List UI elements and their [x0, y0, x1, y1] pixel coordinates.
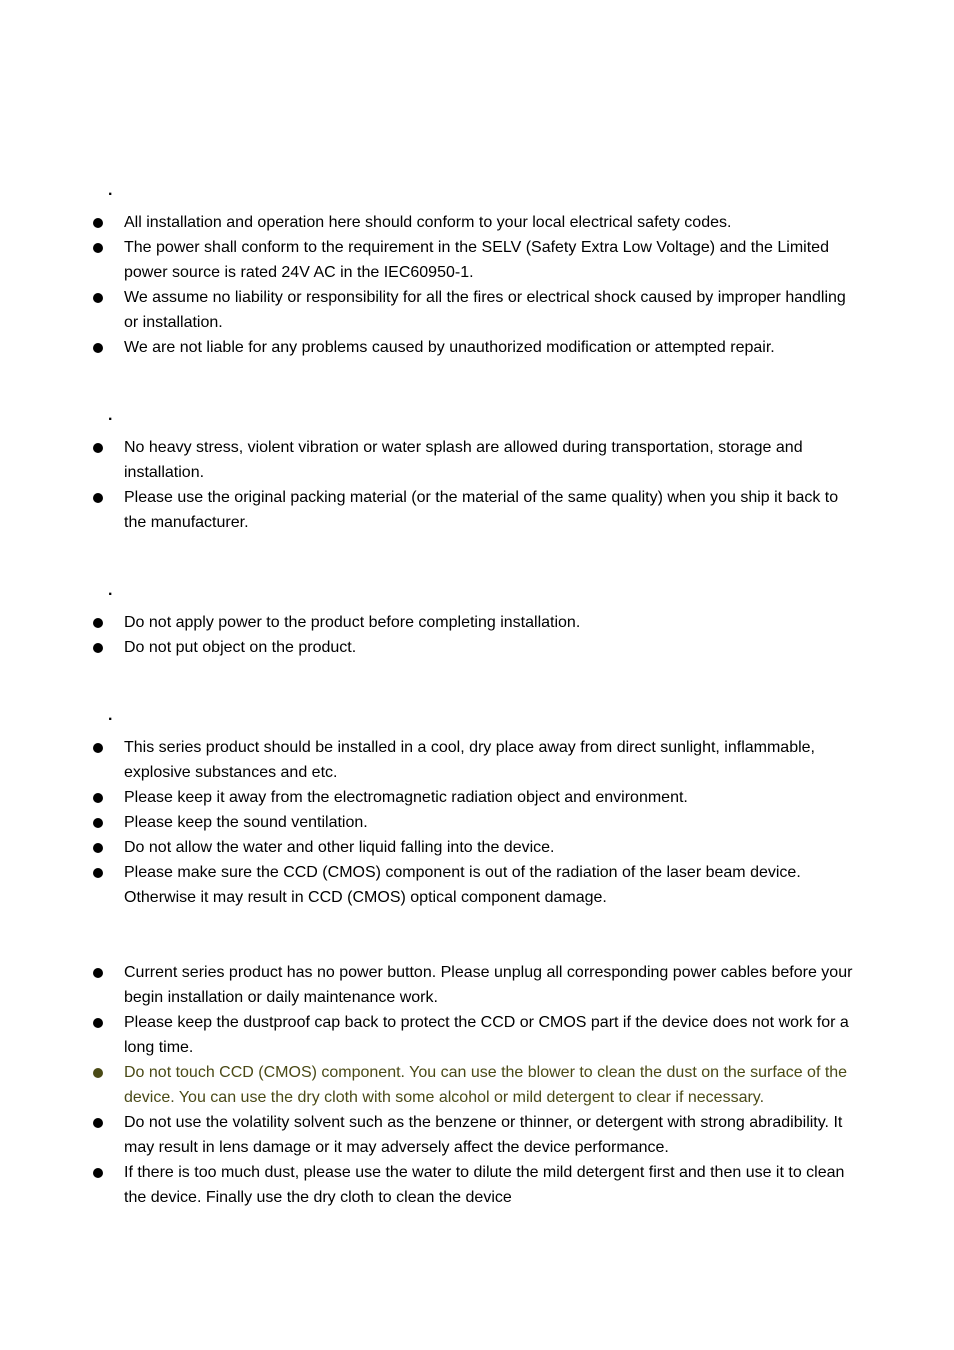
- bullet-list: [0, 435, 954, 535]
- list-item-text: No heavy stress, violent vibration or water splash are allowed during transportation, storage and installation.: [124, 439, 803, 481]
- list-item: [0, 810, 862, 835]
- list-item: [0, 635, 862, 660]
- list-item-text: All installation and operation here should conform to your local electrical safety codes.: [124, 214, 732, 231]
- list-item-text: Do not touch CCD (CMOS) component. You can use the blower to clean the dust on the surface of the device. You can use the dry cloth with some alcohol or mild detergent to clear if necessary.: [124, 1064, 848, 1106]
- section-marker: .: [108, 582, 113, 599]
- list-item-text: Current series product has no power button. Please unplug all corresponding power cables before your begin installation or daily maintenance work.: [124, 964, 853, 1006]
- list-item: [0, 1160, 862, 1210]
- list-item: [0, 1010, 862, 1060]
- bullet-list: [0, 735, 954, 910]
- list-item-text: This series product should be installed in a cool, dry place away from direct sunlight, inflammable, explosive substances and etc.: [124, 739, 815, 781]
- bullet-icon: [93, 293, 103, 303]
- bullet-icon: [93, 443, 103, 453]
- list-item-text: Do not apply power to the product before completing installation.: [124, 614, 581, 631]
- bullet-icon: [93, 618, 103, 628]
- list-item: [0, 285, 862, 335]
- list-item-text: The power shall conform to the requirement in the SELV (Safety Extra Low Voltage) and the Limited power source is rated 24V AC in the IEC60950-1.: [124, 239, 829, 281]
- list-item-text: Do not put object on the product.: [124, 639, 357, 656]
- list-item: [0, 735, 862, 785]
- list-item-text: We are not liable for any problems caused by unauthorized modification or attempted repair.: [124, 339, 775, 356]
- bullet-icon: [93, 1068, 103, 1078]
- bullet-icon: [93, 643, 103, 653]
- bullet-icon: [93, 1118, 103, 1128]
- bullet-list: [0, 960, 954, 1210]
- bullet-icon: [93, 343, 103, 353]
- list-item-text: If there is too much dust, please use the water to dilute the mild detergent first and then use it to clean the device. Finally use the dry cloth to clean the device: [124, 1164, 845, 1206]
- list-item: [0, 485, 862, 535]
- bullet-icon: [93, 843, 103, 853]
- list-item: [0, 835, 862, 860]
- bullet-list: [0, 610, 954, 660]
- bullet-icon: [93, 1168, 103, 1178]
- list-item: [0, 610, 862, 635]
- bullet-icon: [93, 818, 103, 828]
- bullet-icon: [93, 868, 103, 878]
- list-item-text: We assume no liability or responsibility for all the fires or electrical shock caused by improper handling or installation.: [124, 289, 846, 331]
- section-marker: .: [108, 182, 113, 199]
- list-item-text: Please keep the sound ventilation.: [124, 814, 368, 831]
- list-item-text: Please make sure the CCD (CMOS) component is out of the radiation of the laser beam device. Otherwise it may result in CCD (CMOS) optical component damage.: [124, 864, 801, 906]
- list-item-text: Please use the original packing material (or the material of the same quality) when you ship it back to the manufacturer.: [124, 489, 839, 531]
- list-item: [0, 1110, 862, 1160]
- list-item: [0, 335, 862, 360]
- bullet-icon: [93, 218, 103, 228]
- list-item-highlighted: [0, 1060, 862, 1110]
- section-marker: .: [108, 707, 113, 724]
- bullet-icon: [93, 493, 103, 503]
- bullet-icon: [93, 743, 103, 753]
- list-item-text: Do not use the volatility solvent such as the benzene or thinner, or detergent with strong abradibility. It may result in lens damage or it may adversely affect the device performance.: [124, 1114, 843, 1156]
- bullet-icon: [93, 1018, 103, 1028]
- section-marker: .: [108, 407, 113, 424]
- list-item-text: Do not allow the water and other liquid falling into the device.: [124, 839, 555, 856]
- list-item: [0, 960, 862, 1010]
- list-item: [0, 210, 862, 235]
- list-item: [0, 235, 862, 285]
- list-item: [0, 435, 862, 485]
- list-item: [0, 860, 862, 910]
- bullet-list: [0, 210, 954, 360]
- bullet-icon: [93, 968, 103, 978]
- bullet-icon: [93, 243, 103, 253]
- list-item-text: Please keep it away from the electromagnetic radiation object and environment.: [124, 789, 688, 806]
- bullet-icon: [93, 793, 103, 803]
- list-item-text: Please keep the dustproof cap back to protect the CCD or CMOS part if the device does not work for a long time.: [124, 1014, 849, 1056]
- list-item: [0, 785, 862, 810]
